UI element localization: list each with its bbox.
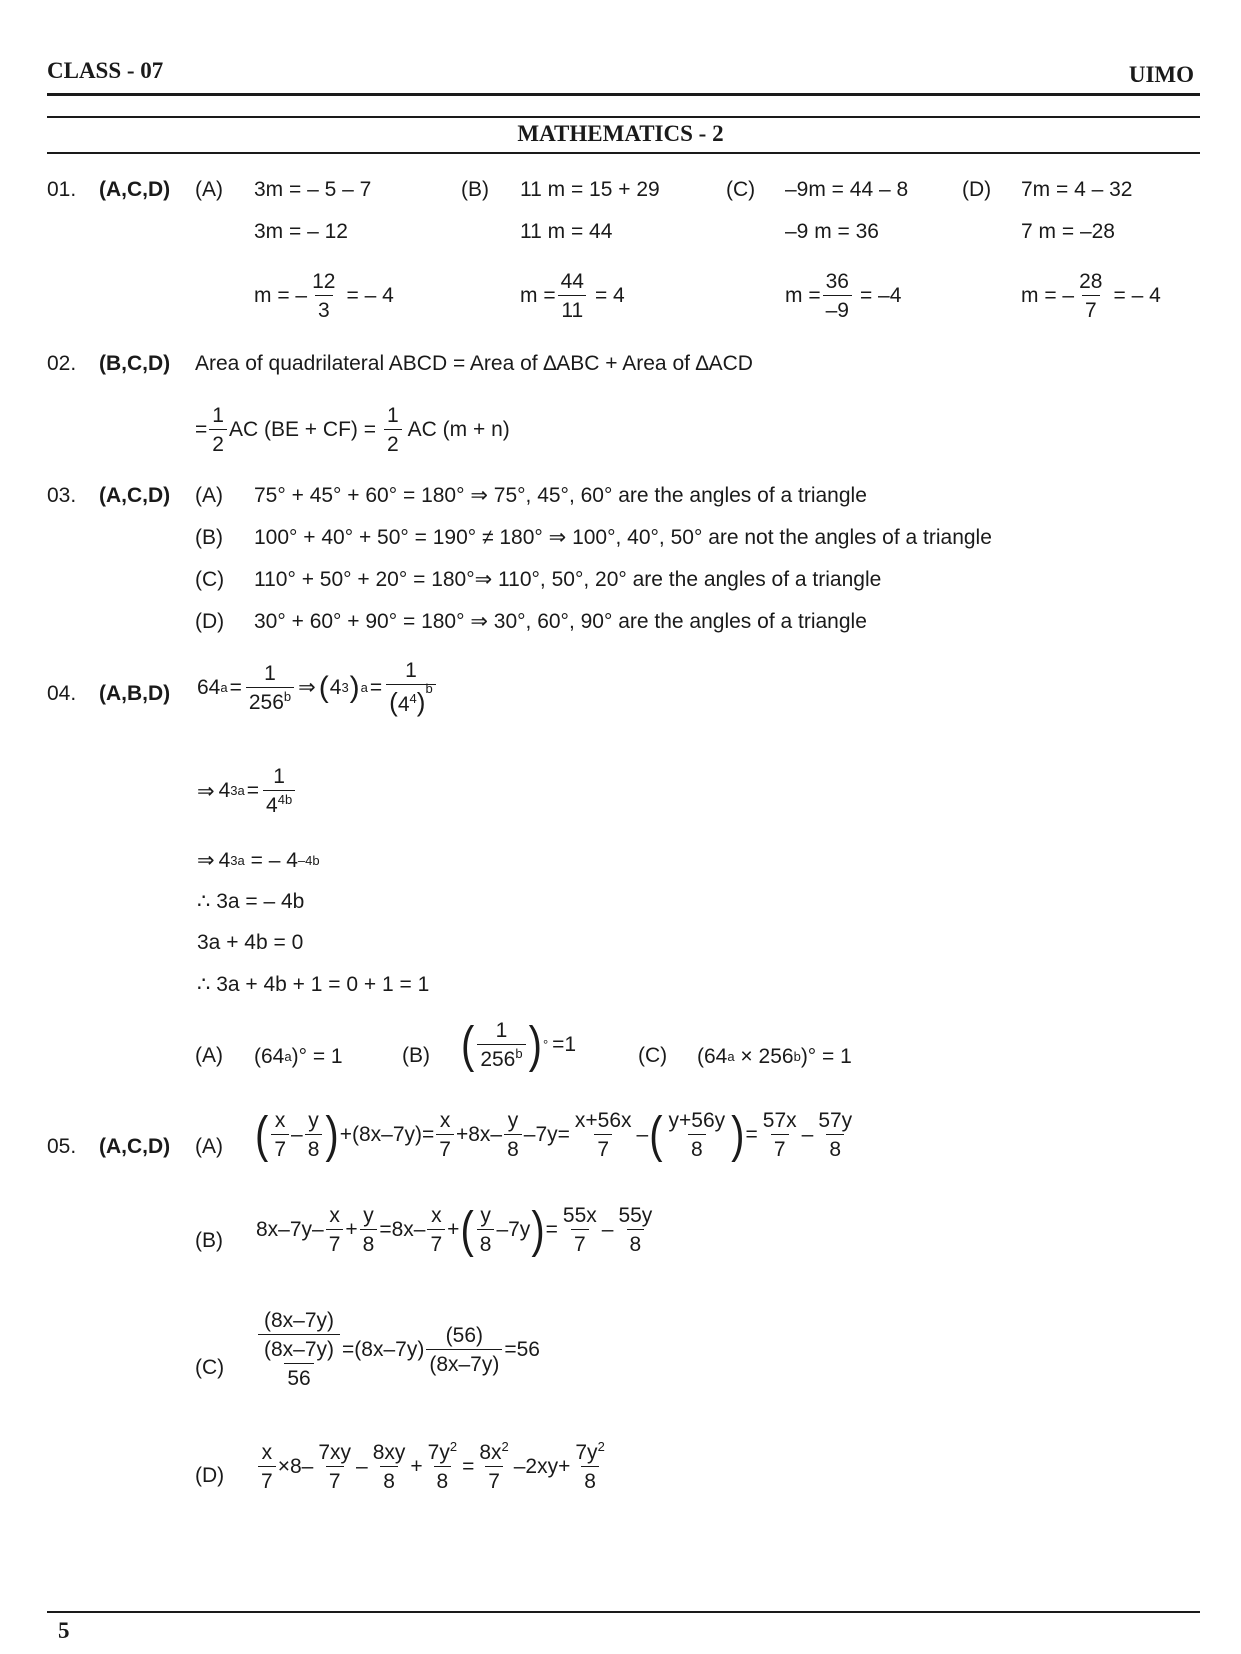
option-label: (C) xyxy=(195,568,225,591)
equation: (64 a × 256 b )° = 1 xyxy=(697,1045,852,1068)
solution-line: 3m = – 5 – 7 xyxy=(254,178,372,201)
equation: ⇒ 4 3a = $\frac{1}{4^{4b}}$ xyxy=(197,766,297,816)
option-label: (B) xyxy=(461,178,489,201)
subject-top-rule xyxy=(47,116,1200,118)
option-label: (A) xyxy=(195,178,223,201)
solution-line: ∴ 3a + 4b + 1 = 0 + 1 = 1 xyxy=(197,973,430,996)
question-number: 05. xyxy=(47,1135,77,1158)
answer-key: (A,B,D) xyxy=(99,682,171,705)
solution-line: 11 m = 44 xyxy=(520,220,613,243)
option-label: (D) xyxy=(195,1464,225,1487)
solution-line: ∴ 3a = – 4b xyxy=(197,890,305,913)
equation: 64 a = $\frac{1}{256^b}$ ⇒ ( 4 3 ) a = $\frac{1}{(4^4)^b}$ xyxy=(197,660,438,715)
equation: $\frac{x}{7}$ ×8– $\frac{7xy}{7}$ – $\frac{8xy}{8}$ + $\frac{7y^2}{8}$ = $\frac{8x^2}{7}$ –2xy+ $\frac{7y^2}{8}$ xyxy=(256,1442,610,1492)
equation: (64 a )° = 1 xyxy=(254,1045,343,1068)
solution-fraction-line: m = $\frac{36}{-9}$ = –4 xyxy=(785,270,902,322)
solution-line: 3m = – 12 xyxy=(254,220,348,243)
option-label: (B) xyxy=(402,1044,430,1067)
solution-fraction-line: m = – $\frac{12}{3}$ = – 4 xyxy=(254,270,394,322)
option-label: (B) xyxy=(195,526,223,549)
solution-line: 30° + 60° + 90° = 180° ⇒ 30°, 60°, 90° are the angles of a triangle xyxy=(254,610,867,633)
header-rule xyxy=(47,93,1200,96)
solution-line: 110° + 50° + 20° = 180°⇒ 110°, 50°, 20° are the angles of a triangle xyxy=(254,568,882,591)
solution-line: Area of quadrilateral ABCD = Area of ∆ABC + Area of ∆ACD xyxy=(195,352,753,375)
class-label: CLASS - 07 xyxy=(47,58,164,83)
option-label: (C) xyxy=(195,1356,225,1379)
option-label: (C) xyxy=(726,178,756,201)
question-number: 03. xyxy=(47,484,77,507)
option-label: (D) xyxy=(195,610,225,633)
option-label: (B) xyxy=(195,1229,223,1252)
answer-key: (A,C,D) xyxy=(99,1135,171,1158)
footer-rule xyxy=(47,1611,1200,1613)
question-number: 01. xyxy=(47,178,77,201)
option-label: (D) xyxy=(962,178,992,201)
option-label: (A) xyxy=(195,484,223,507)
equation: 8x–7y– $\frac{x}{7}$ + $\frac{y}{8}$ =8x– $\frac{x}{7}$ + ( $\frac{y}{8}$ –7y ) = $\frac{55x}{7}$ – $\frac{55y}{8}$ xyxy=(256,1202,653,1258)
page-number: 5 xyxy=(58,1618,70,1643)
exam-name: UIMO xyxy=(1128,62,1194,87)
solution-line: 11 m = 15 + 29 xyxy=(520,178,660,201)
answer-key: (A,C,D) xyxy=(99,178,171,201)
solution-fraction-line: = $\frac{1}{2}$ AC (BE + CF) = $\frac{1}{2}$ AC (m + n) xyxy=(195,404,510,456)
solution-line: 7 m = –28 xyxy=(1021,220,1115,243)
solution-line: 7m = 4 – 32 xyxy=(1021,178,1133,201)
question-number: 04. xyxy=(47,682,77,705)
equation: $\frac{(8x-7y)}{\frac{(8x-7y)}{56}}$ =(8x–7y) $\frac{(56)}{(8x-7y)}$ =56 xyxy=(256,1310,540,1389)
option-label: (A) xyxy=(195,1044,223,1067)
solution-line: 75° + 45° + 60° = 180° ⇒ 75°, 45°, 60° are the angles of a triangle xyxy=(254,484,867,507)
subject-title: MATHEMATICS - 2 xyxy=(517,121,724,146)
question-number: 02. xyxy=(47,352,77,375)
solution-line: 100° + 40° + 50° = 190° ≠ 180° ⇒ 100°, 40°, 50° are not the angles of a triangle xyxy=(254,526,992,549)
solution-line: –9 m = 36 xyxy=(785,220,879,243)
solution-fraction-line: m = – $\frac{28}{7}$ = – 4 xyxy=(1021,270,1161,322)
option-label: (C) xyxy=(638,1044,668,1067)
solution-line: –9m = 44 – 8 xyxy=(785,178,909,201)
equation: ( $\frac{1}{256^b}$ ) ° =1 xyxy=(461,1017,577,1073)
answer-key: (A,C,D) xyxy=(99,484,171,507)
answer-key: (B,C,D) xyxy=(99,352,171,375)
equation: ( $\frac{x}{7}$ – $\frac{y}{8}$ ) +(8x–7y)= $\frac{x}{7}$ +8x– $\frac{y}{8}$ –7y= $\frac{x+56x}{7}$ – ( $\frac{y+56y}{8}$ ) = $\frac{57x}{7}$ – $\frac{57y}{8}$ xyxy=(255,1107,853,1163)
option-label: (A) xyxy=(195,1135,223,1158)
equation: ⇒ 4 3a = – 4 –4b xyxy=(197,848,320,872)
solution-line: 3a + 4b = 0 xyxy=(197,931,304,954)
solution-fraction-line: m = $\frac{44}{11}$ = 4 xyxy=(520,270,625,322)
subject-bottom-rule xyxy=(47,152,1200,154)
